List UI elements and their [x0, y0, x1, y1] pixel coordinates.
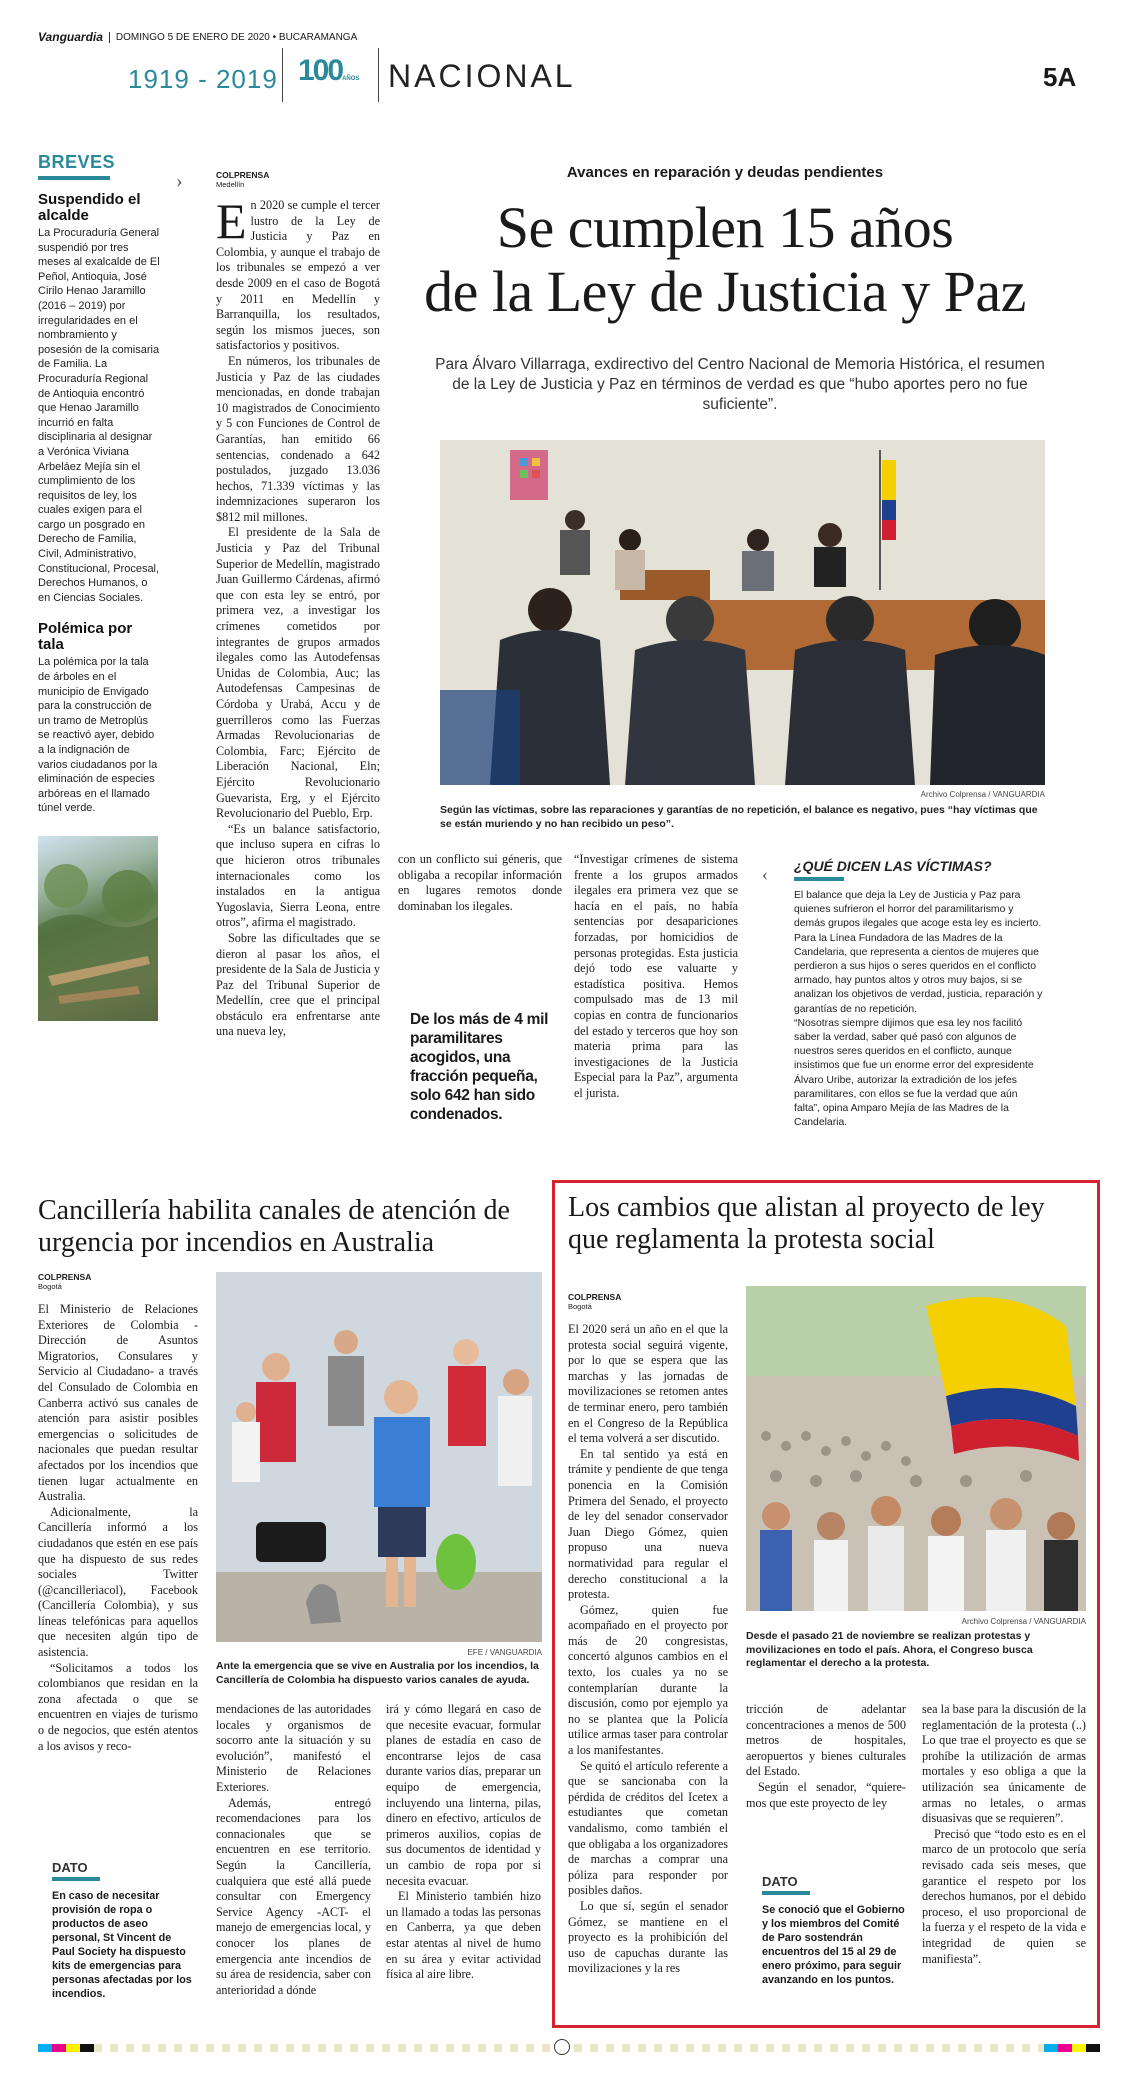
top-strip: [38, 30, 357, 44]
photo-caption: Desde el pasado 21 de noviembre se realizan protestas y movilizaciones en todo el país. Ahora, el Congreso busca reglamentar el derecho a la protesta.: [746, 1630, 1033, 1669]
chevron-icon: ›: [176, 170, 183, 192]
byline: COLPRENSA Medellín: [216, 170, 270, 189]
briefs-column: [38, 152, 160, 1021]
section-title: NACIONAL: [388, 58, 576, 94]
photo-credit: Archivo Colprensa / VANGUARDIA: [920, 790, 1045, 799]
byline: COLPRENSA Bogotá: [38, 1272, 92, 1291]
divider: [378, 48, 379, 102]
story2-column-2: mendaciones de las autoridades locales y organismos de socorro ante la situación y su evolución”, manifestó el Ministerio de Relaciones Exteriores. Además, entregó recomendaciones para los connacionales que se encuentren en ese territorio. Según la Cancillería, cualquiera que esté allá puede consultar con Emergency Service Agency -ACT- el manejo de emergencias local, y conocer los planes de emergencia ante incendios de su área de residencia, saber con anterioridad a dónde: [216, 1702, 371, 1997]
pull-quote: De los más de 4 mil paramilitares acogidos, una fracción pequeña, solo 642 han sido condenados.: [410, 1011, 549, 1123]
divider: [282, 48, 283, 102]
story3-column-2: tricción de adelantar concentraciones a menos de 500 metros de hospitales, aeropuertos y bienes culturales del Estado. Según el senador, “quiere-mos que este proyecto de ley: [746, 1702, 906, 1810]
registration-mark-icon: [554, 2039, 570, 2055]
photo-caption: Ante la emergencia que se vive en Australia por los incendios, la Cancillería de Colombia ha dispuesto varios canales de ayuda.: [216, 1660, 539, 1686]
years-label: 1919 - 2019: [128, 64, 278, 94]
story2-column-3: irá y cómo llegará en caso de que necesite evacuar, formular planes de estadía en caso de encontrarse lejos de casa durante varios días, preparar un equipo de emergencia, incluyendo una linterna, pilas, dinero en efectivo, artículos de primeros auxilios, copias de sus documentos de identidad y un cambio de ropa por si necesita evacuar. El Ministerio también hizo un llamado a todas las personas en Canberra, ya que deben estar atentas al nivel de humo en su área y evitar actividad física al aire libre.: [386, 1702, 541, 1982]
photo-credit: EFE / VANGUARDIA: [467, 1648, 542, 1657]
main-column-1: En 2020 se cumple el tercer lustro de la Ley de Justicia y Paz en Colombia, y aunque el trabajo de los tribunales se empezó a ver desde 2009 en el caso de Bogotá y 2011 en Medellín y Barranquilla, los resultados, según los mismos jueces, son satisfactorios y positivos. En números, los tribunales de Justicia y Paz de las ciudades mencionadas, en donde trabajan 10 magistrados de Conocimiento y 5 con Funciones de Control de Garantías, han emitido 66 sentencias, condenado a 642 postulados, juzgado 13.036 hechos, 71.339 víctimas y las indemnizaciones superaron los $812 mil millones. El presidente de la Sala de Justicia y Paz del Tribunal Superior de Medellín, magistrado Juan Guillermo Cárdenas, afirmó que con esta ley se entró, por primera vez, a investigar los crímenes cometidos por integrantes de grupos armados ilegales como las Autodefensas Unidas de Colombia, Auc; las Autodefensas Campesinas de Córdoba y Urabá, Accu y de guerrilleros como las Fuerzas Armadas Revolucionarias de Colombia, Farc; Ejército de Liberación Nacional, Eln; Ejército Revolucionario Guevarista, Erg, y el Ejército Revolucionario del Pueblo, Erp. “Es un balance satisfactorio, que incluso supera en cifras lo que hicieron otros tribunales internacionales como los instalados en la antigua Yugoslavia, Sierra Leona, entre otros”, afirma el magistrado. Sobre las dificultades que se dieron al pasar los años, el presidente de la Sala de Justicia y Paz del Tribunal Superior de Medellín, cree que el principal obstáculo era enfrentarse ante una nueva ley,: [216, 193, 380, 1039]
story2-headline: Cancillería habilita canales de atención de urgencia por incendios en Australia: [38, 1195, 510, 1258]
kicker: Avances en reparación y deudas pendientes: [566, 164, 884, 181]
story3-headline: Los cambios que alistan al proyecto de ley que reglamenta la protesta social: [568, 1192, 1045, 1255]
brand-name: Vanguardia: [38, 30, 103, 44]
brief-title: Suspendido el alcalde: [38, 191, 141, 224]
byline: COLPRENSA Bogotá: [568, 1292, 622, 1311]
dato-text: En caso de necesitar provisión de ropa o productos de aseo personal, St Vincent de Paul Society ha dispuesto kits de emergencias para personas afectadas por los incendios.: [52, 1890, 192, 2000]
brief-text: La Procuraduría General suspendió por tres meses al exalcalde de El Peñol, Antioquia, José Cirilo Henao Jaramillo (2016 – 2019) por irregularidades en el nombramiento y posesión de la comisaria de Familia. La Procuraduría Regional de Antioquia encontró que Henao Jaramillo incurrió en falta disciplinaria al designar a Verónica Viviana Arbeláez Mejía sin el cumplimiento de los requisitos de ley, los cuales exigen para el cargo un posgrado en Derecho de Familia, Civil, Administrativo, Constitucional, Procesal, Derechos Humanos, o en Ciencias Sociales.: [38, 227, 160, 604]
protest-photo: [746, 1286, 1086, 1611]
tree-photo: [38, 836, 158, 1021]
victims-sidebar: ¿QUÉ DICEN LAS VÍCTIMAS? El balance que deja la Ley de Justicia y Paz para quienes sufrieron el horror del paramilitarismo y demás grupos ilegales que acoge esta ley es incierto. Para la Línea Fundadora de las Madres de la Candelaria, que representa a cientos de mujeres que perdieron a sus hijos o seres queridos en el conflicto armado, hay puntos altos y otros muy bajos, si se analizan los objetivos de verdad, justicia, reparación y garantías de no repetición. “Nosotras siempre dijimos que esa ley nos facilitó saber la verdad, saber qué pasó con algunos de nuestros seres queridos en el conflicto, aunque insistimos que fue un enorme error del expresidente Álvaro Uribe, autorizar la extradición de los jefes paramilitares, con ellos se fue la verdad que aún falta”, opina Amparo Mejía de las Madres de la Candelaria.: [794, 858, 1046, 1130]
dato-box: [762, 1874, 912, 1987]
story2-column-1: El Ministerio de Relaciones Exteriores de Colombia -Dirección de Asuntos Migratorios, Consulares y Servicio al Ciudadano- a través del Consulado de Colombia en Canberra activó sus canales de atención para asistir posibles emergencias o solicitudes de nacionales que puedan resultar afectados por los incendios que tienen lugar actualmente en Australia. Adicionalmente, la Cancillería informó a los ciudadanos que estén en ese país que ha dispuesto de sus redes sociales Twitter (@cancilleriacol), Facebook (Cancillería Colombia), y sus líneas telefónicas para aquellos que necesiten algún tipo de asistencia. “Solicitamos a todos los colombianos que residan en la zona afectada o que se encuentren en viajes de turismo o de negocios, que estén atentos a los avisos y reco-: [38, 1302, 198, 1753]
brief-text: La polémica por la tala de árboles en el municipio de Envigado para la construcción de un tramo de Metroplús se reactivó ayer, debido a la indignación de varios ciudadanos por la eliminación de especies arbóreas en el llamado túnel verde.: [38, 656, 158, 815]
dato-box: [52, 1860, 192, 2001]
brief-title: Polémica por tala: [38, 620, 133, 654]
dateline: DOMINGO 5 DE ENERO DE 2020 • BUCARAMANGA: [115, 31, 358, 43]
story3-column-3: sea la base para la discusión de la reglamentación de la protesta (..) Lo que trae el proyecto es que se prohíbe la utilización de armas mortales y eso obliga a que la utilización sea únicamente de armas no letales, o armas disuasivas que se requieren”. Precisó que “todo esto es en el marco de un protocolo que sería revisado cada seis meses, que garantice el respeto por los derechos humanos, por el debido proceso, el uso proporcional de la fuerza y el respeto de la vida e integridad de quien se manifiesta”.: [922, 1702, 1086, 1966]
dato-label: DATO: [762, 1874, 798, 1889]
photo-caption: Según las víctimas, sobre las reparaciones y garantías de no repetición, el balance es negativo, pues “hay víctimas que se están muriendo y no han recibido un peso”.: [440, 804, 1038, 830]
courtroom-photo: [440, 440, 1045, 785]
dato-text: Se conoció que el Gobierno y los miembros del Comité de Paro sostendrán encuentros del 15 al 29 de enero próximo, para seguir avanzando en los puntos.: [762, 1904, 905, 1986]
drop-cap: E: [216, 193, 247, 249]
australia-photo: [216, 1272, 542, 1642]
dek: Para Álvaro Villarraga, exdirectivo del Centro Nacional de Memoria Histórica, el resumen de la Ley de Justicia y Paz en términos de verdad es que “hubo aportes pero no fue suficiente”.: [435, 356, 1045, 413]
photo-credit: Archivo Colprensa / VANGUARDIA: [961, 1617, 1086, 1626]
chevron-icon: ‹: [762, 864, 768, 884]
main-column-2: con un conflicto sui géneris, que obligaba a recopilar información en lugares remotos donde dominaban los ilegales.: [398, 852, 562, 913]
story3-column-1: El 2020 será un año en el que la protesta social seguirá vigente, por lo que se espera que las marchas y las jornadas de movilizaciones se retomen antes de terminar enero, pero también en el Congreso de la República el tema volverá a ser discutido. En tal sentido ya está en trámite y pendiente de que tenga ponencia en la Comisión Primera del Senado, el proyecto de ley del senador conservador Juan Diego Gómez, quien propuso una nueva normatividad para regular el derecho constitucional a la protesta. Gómez, quien fue acompañado en el proyecto por más de 20 congresistas, concertó algunos cambios en el texto, los cuales ya no se contemplarían durante la discusión, como por ejemplo ya no se plantea que la Policía utilice armas taser para controlar a los manifestantes. Se quitó el artículo referente a que se sancionaba con la pérdida de créditos del Icetex a estudiantes que cometan vandalismo, como también el que obligaba a los organizadores de marchas a comprar una póliza para responder por posibles daños. Lo que sí, según el senador Gómez, se mantiene en el proyecto es la prohibición del uso de capuchas durante las movilizaciones y la res: [568, 1322, 728, 1976]
main-column-3: “Investigar crímenes de sistema frente a los grupos armados ilegales era primera vez que se hacía en el país, no había sentencias por desapariciones forzadas, por homicidios de personas protegidas. Esta justicia dejó todo ese valuarte y estadística positiva. Hemos compulsado mas de 13 mil copias en contra de funcionarios del estado y terceros que hoy son materia prima para las investigaciones de la Justicia Especial para la Paz”, argumenta el jurista.: [574, 852, 738, 1100]
briefs-label: BREVES: [38, 152, 116, 172]
main-headline: Se cumplen 15 años de la Ley de Justicia y Paz: [424, 195, 1026, 324]
page-number: 5A: [1043, 62, 1077, 92]
sidebar-title: ¿QUÉ DICEN LAS VÍCTIMAS?: [794, 858, 992, 874]
dato-label: DATO: [52, 1860, 88, 1875]
anniversary-logo: 100AÑOS: [298, 54, 360, 87]
